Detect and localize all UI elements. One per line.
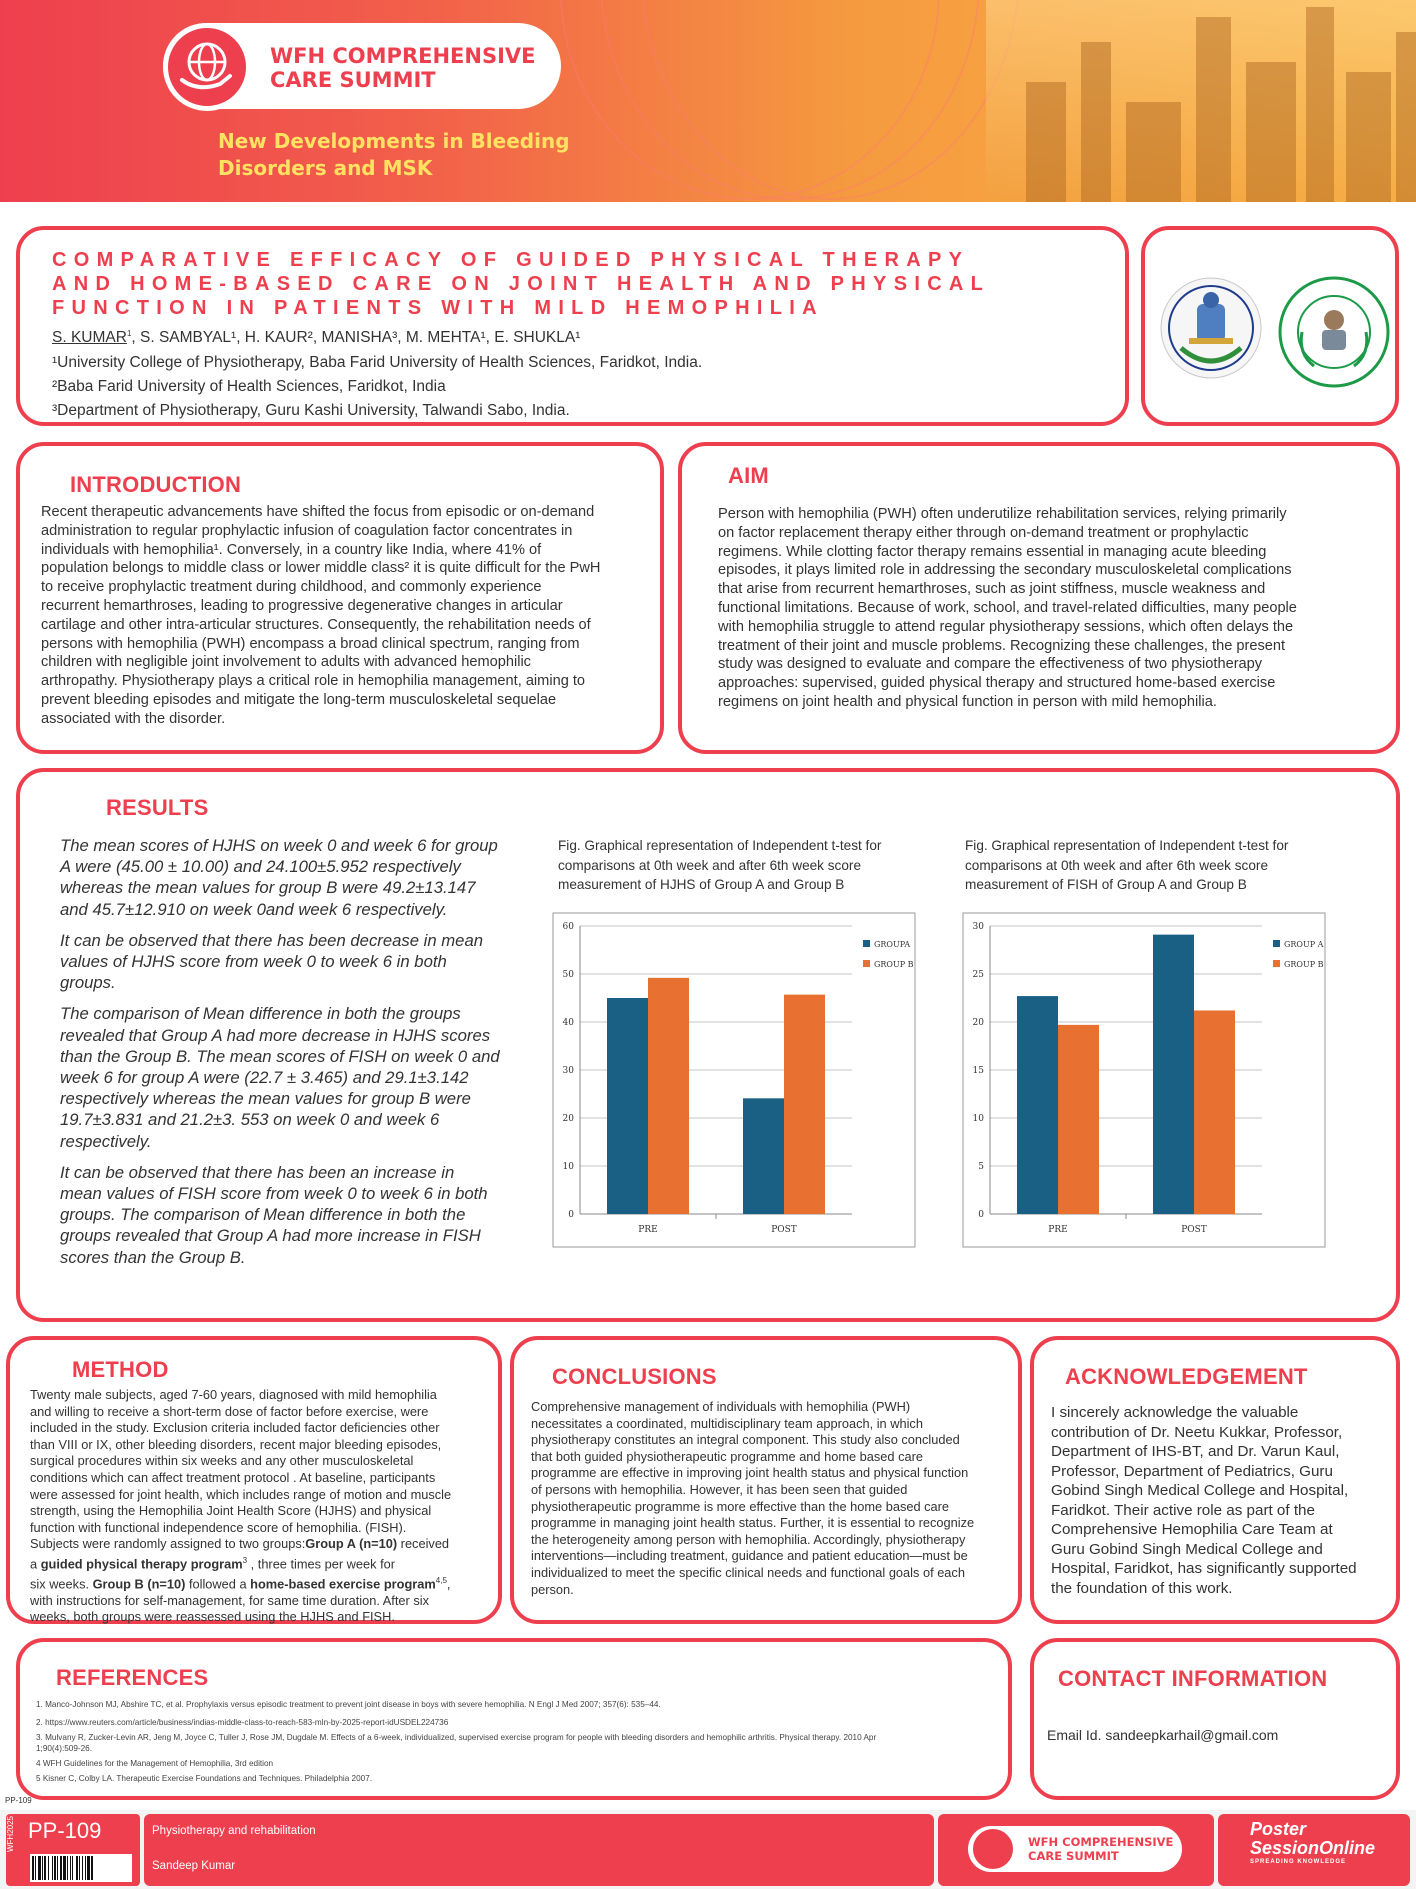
acknowledgement-line: I sincerely acknowledge the valuable <box>1051 1404 1299 1421</box>
y-tick-label: 20 <box>972 1018 984 1028</box>
results-paragraph-4: It can be observed that there has been an increase in mean values of FISH score from week 0 to week 6 in both groups. The comparison of Mean difference in both the groups revealed that Group A had more increase in FISH scores than the Group B. <box>60 1162 488 1267</box>
year-tag: WFH2025 <box>6 1815 15 1852</box>
barcode-bar <box>54 1856 56 1880</box>
method-text: Twenty male subjects, aged 7-60 years, diagnosed with mild hemophilia and willing to receive a short-term dose of factor before exercise, were included in the study. Exclusion criteria included factor deficiencies other than VIII or IX, other bleeding disorders, recent major bleeding episodes, surgical procedures within six weeks and any other musculoskeletal conditions which can affect treatment protocol . At baseline, participants were assessed for joint health, which includes range of motion and muscle strength, using the Hemophilia Joint Health Score (HJHS) and physical function with functional independence score of hemophilia. (FISH). Subjects were randomly assigned to two groups:Group A (n=10) received a guided physical therapy program$^3$ , three times per week for six weeks. Group B (n=10) followed a home-based exercise program$^{4,5}$, with instructions for self-management, for same time duration. After six weeks, both groups were reassessed using the HJHS and FISH. <box>30 1387 452 1625</box>
barcode-bar <box>48 1856 49 1880</box>
fish-bar-chart <box>962 912 1326 1248</box>
figure-1-caption: Fig. Graphical representation of Independent t-test for comparisons at 0th week and after 6th week score measurement of HJHS of Group A and Group B <box>558 838 882 892</box>
header-banner <box>0 0 1416 202</box>
y-tick-label: 0 <box>978 1210 984 1220</box>
presenter-name: Sandeep Kumar <box>152 1860 236 1872</box>
aim-line: treatment of their joint and muscle problems. Recognizing these challenges, the present <box>718 637 1286 654</box>
y-tick-label: 10 <box>972 1114 984 1124</box>
y-tick-label: 0 <box>568 1210 574 1220</box>
aim-line: approaches: supervised, guided physical therapy and structured home-based exercise <box>718 675 1276 692</box>
legend-label: GROUP B <box>874 960 914 969</box>
acknowledgement-line: Guru Gobind Singh Medical College and <box>1051 1540 1323 1558</box>
introduction-text <box>41 503 651 729</box>
conclusions-line: that both guided physiotherapeutic programme and home based care <box>531 1448 923 1464</box>
y-tick-label: 50 <box>562 970 574 980</box>
footer-globe-icon <box>970 1826 1016 1872</box>
x-category-label: POST <box>1181 1225 1207 1235</box>
conclusions-line: physiotherapy constitutes an integral component. This study also concluded <box>531 1432 960 1448</box>
bar-pre-group-b <box>648 978 689 1214</box>
aim-line: with hemophilia struggle to attend regular physiotherapy sessions, which often delays the <box>718 618 1294 635</box>
barcode-bar <box>63 1856 66 1880</box>
conclusions-line: individualized to meet the specific clinical needs and functional goals of each <box>531 1564 965 1580</box>
legend-label: GROUPA <box>874 940 911 949</box>
reference-1: 1. Manco-Johnson MJ, Abshire TC, et al. Prophylaxis versus episodic treatment to prevent joint disease in boys with severe hemophilia. N Engl J Med 2007; 357(6): 535–44. <box>36 1700 661 1709</box>
university-logo <box>1278 276 1383 381</box>
bar-pre-group-a <box>1017 996 1058 1214</box>
acknowledgement-line: Comprehensive Hemophilia Care Team at <box>1051 1521 1333 1538</box>
introduction-line: Recent therapeutic advancements have shifted the focus from episodic or on-demand <box>41 504 595 520</box>
co-authors: , S. SAMBYAL¹, H. KAUR², MANISHA³, M. MEHTA¹, E. SHUKLA¹ <box>131 329 581 347</box>
introduction-line: associated with the disorder. <box>41 710 226 727</box>
y-tick-label: 20 <box>562 1114 574 1124</box>
results-paragraph-3: The comparison of Mean difference in both the groups revealed that Group A had more decrease in HJHS scores than the Group B. The mean scores of FISH on week 0 and week 6 for group A were (22.7 ± 3.465) and 29.1±3.142 respectively whereas the mean values for group B were 19.7±3.831 and 21.2±3. 553 on week 0 and week 6 respectively. <box>60 1004 500 1151</box>
bar-post-group-b <box>784 995 825 1214</box>
acknowledgement-line: Professor, Department of Pediatrics, Guru <box>1051 1462 1333 1480</box>
aim-line: that arise from recurrent hemarthroses, such as joint stiffness, muscle weakness and <box>718 581 1266 598</box>
aim-line: functional limitations. Because of work, school, and travel-related difficulties, many people <box>718 599 1297 616</box>
title-panel <box>16 226 1129 426</box>
summit-name: WFH COMPREHENSIVE CARE SUMMIT <box>270 44 536 92</box>
introduction-line: to receive prophylactic treatment during childhood, and commonly experience <box>41 579 542 596</box>
x-category-label: PRE <box>638 1225 658 1235</box>
method-heading: METHOD <box>72 1357 169 1382</box>
brand-logo: Poster SessionOnline SPREADING KNOWLEDGE <box>1250 1819 1376 1865</box>
barcode <box>30 1854 132 1882</box>
aim-text <box>718 505 1398 712</box>
conclusions-line: programme in managing joint health status. Further, it is essential to recognize <box>531 1515 975 1531</box>
barcode-bar <box>76 1856 78 1880</box>
introduction-line: cartilage and other intra-articular structures. Consequently, the rehabilitation needs of <box>41 616 591 633</box>
reference-3-cont: 1;90(4):509-26. <box>36 1744 92 1753</box>
figure-2-caption: Fig. Graphical representation of Independent t-test for comparisons at 0th week and after 6th week score measurement of FISH of Group A and Group B <box>965 838 1289 892</box>
poster-category: Physiotherapy and rehabilitation <box>152 1825 316 1837</box>
reference-5: 5 Kisner C, Colby LA. Therapeutic Exercise Foundations and Techniques. Philadelphia 2007. <box>36 1774 373 1783</box>
barcode-bar <box>85 1856 86 1880</box>
bar-post-group-b <box>1194 1010 1235 1214</box>
physiotherapy-college-logo <box>1159 276 1264 381</box>
footer-bar <box>0 1810 1416 1889</box>
aim-heading: AIM <box>728 463 769 488</box>
y-tick-label: 15 <box>972 1066 984 1076</box>
conclusions-text <box>531 1399 1011 1598</box>
reference-3: 3. Mulvany R, Zucker-Levin AR, Jeng M, Joyce C, Tuller J, Rose JM, Dugdale M. Effects of a 6-week, individualized, supervised exercise program for people with bleeding disorders and hemophilic arthritis. Physical therapy. 2010 Apr <box>36 1733 877 1742</box>
results-paragraph-2: It can be observed that there has been decrease in mean values of HJHS score from week 0 to week 6 in both groups. <box>60 930 484 993</box>
barcode-bar <box>79 1856 80 1880</box>
introduction-line: prevent bleeding episodes and mitigate the long-term musculoskeletal sequelae <box>41 691 557 708</box>
aim-line: Person with hemophilia (PWH) often underutilize rehabilitation services, relying primarily <box>718 506 1287 522</box>
y-tick-label: 10 <box>562 1162 574 1172</box>
conclusions-line: physiotherapeutic programme is more effective than the home based care <box>531 1498 950 1514</box>
conclusions-line: necessitates a coordinated, multidisciplinary team approach, in which <box>531 1415 923 1431</box>
aim-line: regimens on joint health and physical function in person with mild hemophilia. <box>718 693 1217 710</box>
author-list: S. KUMAR$^1$, S. SAMBYAL¹, H. KAUR², MANISHA³, M. MEHTA¹, E. SHUKLA¹ <box>52 329 581 347</box>
acknowledgement-line: the foundation of this work. <box>1051 1579 1233 1597</box>
acknowledgement-heading: ACKNOWLEDGEMENT <box>1065 1364 1308 1389</box>
results-text <box>60 835 500 1278</box>
conclusions-heading: CONCLUSIONS <box>552 1364 717 1389</box>
acknowledgement-line: Faridkot. Their active role as part of the <box>1051 1501 1315 1519</box>
acknowledgement-line: contribution of Dr. Neetu Kukkar, Professor, <box>1051 1423 1343 1441</box>
legend-label: GROUP A <box>1284 940 1324 949</box>
bar-post-group-a <box>743 1098 784 1214</box>
conclusions-line: Comprehensive management of individuals with hemophilia (PWH) <box>531 1399 911 1414</box>
introduction-line: persons with hemophilia (PWH) encompass a broad clinical spectrum, ranging from <box>41 635 580 652</box>
acknowledgement-line: Hospital, Faridkot, has significantly supported <box>1051 1560 1357 1577</box>
acknowledgement-text <box>1051 1403 1396 1598</box>
aim-line: study was designed to evaluate and compare the effectiveness of two physiotherapy <box>718 656 1263 673</box>
conclusions-line: person. <box>531 1581 574 1597</box>
introduction-line: individuals with hemophilia¹. Conversely, in a country like India, where 41% of <box>41 541 542 558</box>
y-tick-label: 40 <box>562 1018 574 1028</box>
hjhs-bar-chart <box>552 912 916 1248</box>
y-tick-label: 30 <box>562 1066 574 1076</box>
barcode-bar <box>70 1856 71 1880</box>
references-heading: REFERENCES <box>56 1665 209 1690</box>
bar-pre-group-b <box>1058 1025 1099 1214</box>
city-skyline-image <box>986 0 1416 202</box>
conclusions-line: the heterogeneity among person with hemophilia. Accordingly, physiotherapy <box>531 1531 966 1547</box>
summit-tagline: New Developments in Bleeding Disorders and MSK <box>218 129 570 180</box>
introduction-line: administration to regular prophylactic infusion of coagulation factor concentrates in <box>41 522 573 539</box>
introduction-line: population belongs to middle class or lower middle class² it is quite difficult for the PwH <box>41 560 601 577</box>
introduction-heading: INTRODUCTION <box>70 472 242 497</box>
aim-line: on factor replacement therapy either through on-demand treatment or prophylactic <box>718 524 1249 541</box>
barcode-bar <box>87 1856 90 1880</box>
y-tick-label: 60 <box>562 922 574 932</box>
conclusions-line: interventions—including treatment, guidance and patient education—must be <box>531 1548 968 1564</box>
contact-email[interactable]: Email Id. sandeepkarhail@gmail.com <box>1047 1727 1279 1743</box>
barcode-bar <box>35 1856 36 1880</box>
acknowledgement-line: Gobind Singh Medical College and Hospital, <box>1051 1482 1349 1499</box>
introduction-line: children with negligible joint involvement to adults with advanced hemophilic <box>41 654 531 671</box>
conclusions-line: of persons with hemophilia. However, it has been seen that guided <box>531 1481 908 1497</box>
footer-summit-name: WFH COMPREHENSIVE CARE SUMMIT <box>1028 1835 1174 1863</box>
affiliation-2: ²Baba Farid University of Health Sciences, Faridkot, India <box>52 378 446 395</box>
x-category-label: PRE <box>1048 1225 1068 1235</box>
contact-panel <box>1030 1638 1400 1800</box>
first-author: S. KUMAR <box>52 329 127 347</box>
y-tick-label: 25 <box>972 970 984 980</box>
acknowledgement-line: Department of IHS-BT, and Dr. Varun Kaul, <box>1051 1443 1340 1460</box>
contact-heading: CONTACT INFORMATION <box>1058 1666 1328 1691</box>
barcode-bar <box>44 1856 46 1880</box>
barcode-bar <box>72 1856 73 1880</box>
bar-post-group-a <box>1153 935 1194 1214</box>
introduction-line: recurrent hemarthroses, leading to progressive degenerative changes in articular <box>41 597 563 614</box>
barcode-bar <box>82 1856 83 1880</box>
barcode-bar <box>52 1856 53 1880</box>
bar-pre-group-a <box>607 998 648 1214</box>
conclusions-line: programme are effective in improving joint health status and physical function <box>531 1465 969 1481</box>
y-tick-label: 5 <box>978 1162 984 1172</box>
poster-title: COMPARATIVE EFFICACY OF GUIDED PHYSICAL THERAPY AND HOME-BASED CARE ON JOINT HEALTH AND PHYSICAL FUNCTION IN PATIENTS WITH MILD HEMOPHILIA <box>52 249 991 319</box>
globe-hand-icon <box>163 23 251 111</box>
barcode-bar <box>42 1856 43 1880</box>
barcode-bar <box>67 1856 68 1880</box>
legend-swatch <box>1273 940 1280 947</box>
barcode-bar <box>60 1856 62 1880</box>
results-heading: RESULTS <box>106 795 209 820</box>
barcode-bar <box>32 1856 34 1880</box>
reference-2: 2. https://www.reuters.com/article/business/indias-middle-class-to-reach-583-mln-by-2025-report-idUSDEL224736 <box>36 1718 449 1727</box>
barcode-bar <box>91 1856 93 1880</box>
reference-4: 4 WFH Guidelines for the Management of Hemophilia, 3rd edition <box>36 1759 274 1768</box>
barcode-bar <box>57 1856 58 1880</box>
logo-panel <box>1141 226 1399 426</box>
legend-label: GROUP B <box>1284 960 1324 969</box>
poster-id: PP-109 <box>28 1818 102 1843</box>
legend-swatch <box>863 960 870 967</box>
results-paragraph-1: The mean scores of HJHS on week 0 and week 6 for group A were (45.00 ± 10.00) and 24.100±5.952 respectively whereas the mean values for group B were 49.2±13.147 and 45.7±12.910 on week 0and week 6 respectively. <box>60 836 498 919</box>
poster-code-small: PP-109 <box>5 1796 32 1805</box>
aim-line: regimens. While clotting factor therapy remains essential in managing acute bleeding <box>718 543 1267 560</box>
legend-swatch <box>863 940 870 947</box>
affiliation-1: ¹University College of Physiotherapy, Baba Farid University of Health Sciences, Faridkot, India. <box>52 354 703 371</box>
aim-line: episodes, it plays limited role in addressing the secondary musculoskeletal complications <box>718 562 1292 579</box>
introduction-line: arthropathy. Physiotherapy plays a critical role in hemophilia management, aiming to <box>41 673 586 690</box>
x-category-label: POST <box>771 1225 797 1235</box>
y-tick-label: 30 <box>972 922 984 932</box>
barcode-bar <box>38 1856 41 1880</box>
affiliation-3: ³Department of Physiotherapy, Guru Kashi University, Talwandi Sabo, India. <box>52 402 570 419</box>
legend-swatch <box>1273 960 1280 967</box>
